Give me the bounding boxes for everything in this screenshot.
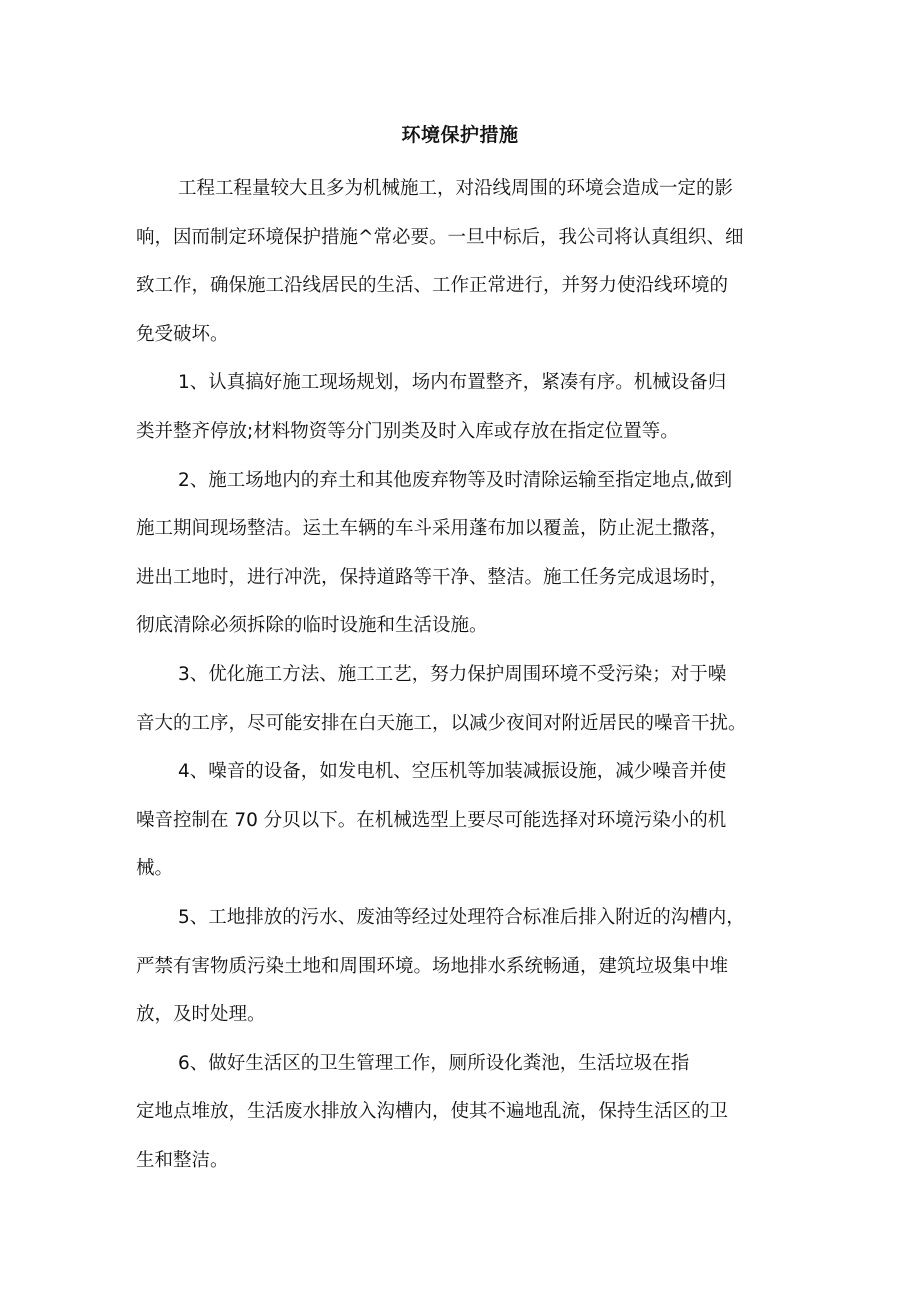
text-line: 生和整洁。 <box>136 1149 229 1171</box>
text-line: 1、认真搞好施工现场规划，场内布置整齐，紧凑有序。机械设备归 <box>178 372 727 394</box>
text-line: 3、优化施工方法、施工工艺，努力保护周围环境不受污染；对于噪 <box>178 663 727 685</box>
text-line: 械。 <box>136 858 174 880</box>
document-body <box>136 165 786 1185</box>
text-line: 放，及时处理。 <box>136 1004 266 1026</box>
text-line: 彻底清除必须拆除的临时设施和生活设施。 <box>136 615 488 637</box>
text-line: 类并整齐停放;材料物资等分门别类及时入库或存放在指定位置等。 <box>136 420 679 442</box>
text-line: 进出工地时，进行冲洗，保持道路等干净、整洁。施工任务完成退场时， <box>136 566 729 588</box>
text-line: 免受破坏。 <box>136 323 229 345</box>
text-line: 4、噪音的设备，如发电机、空压机等加装减振设施，减少噪音并使 <box>178 761 727 783</box>
text-line: 严禁有害物质污染土地和周围环境。场地排水系统畅通，建筑垃圾集中堆 <box>136 955 729 977</box>
text-line: 2、施工场地内的弃土和其他废弃物等及时清除运输至指定地点,做到 <box>178 469 733 491</box>
text-line: 5、工地排放的污水、废油等经过处理符合标准后排入附近的沟槽内， <box>178 906 745 928</box>
text-line: 致工作，确保施工沿线居民的生活、工作正常进行，并努力使沿线环境的 <box>136 275 729 297</box>
text-line: 6、做好生活区的卫生管理工作，厕所设化粪池，生活垃圾在指 <box>178 1052 690 1074</box>
text-line: 响，因而制定环境保护措施^常必要。一旦中标后，我公司将认真组织、细 <box>136 226 744 248</box>
text-line: 工程工程量较大且多为机械施工，对沿线周围的环境会造成一定的影 <box>178 178 734 199</box>
text-line: 定地点堆放，生活废水排放入沟槽内，使其不遍地乱流，保持生活区的卫 <box>136 1101 729 1123</box>
text-line: 音大的工序，尽可能安排在白天施工，以减少夜间对附近居民的噪音干扰。 <box>136 712 747 734</box>
text-line: 施工期间现场整洁。运土车辆的车斗采用蓬布加以覆盖，防止泥土撒落， <box>136 518 729 540</box>
document-title: 环境保护措施 <box>401 124 519 146</box>
text-line: 噪音控制在 70 分贝以下。在机械选型上要尽可能选择对环境污染小的机 <box>136 809 727 831</box>
